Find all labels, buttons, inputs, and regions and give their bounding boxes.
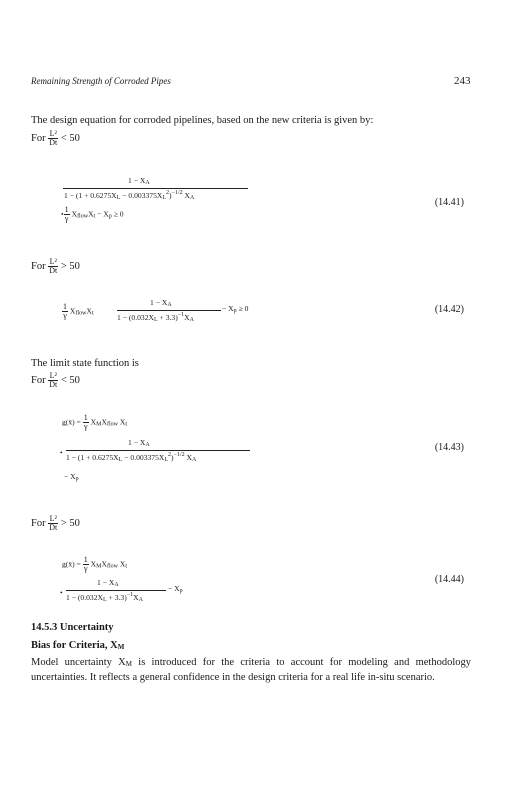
limit-state-text: The limit state function is [31,358,139,369]
eq-14-43-line1: g(x̄) = $\frac{1}{\gamma}$ XMXflow Xt [62,413,128,431]
eq-14-44-denominator: $1 - (0.032XL + 3.3)^{-1}XA$ [66,592,143,603]
eq-14-43-fraction-bar [66,450,250,451]
eq-14-44-suffix: − Xp [168,584,183,594]
eq-14-42-numerator: 1 − XA [150,298,172,308]
eq-14-43-line3: − Xp [64,472,79,482]
eq-14-41-fraction-bar [63,188,248,189]
eq-14-44-numerator: 1 − XA [97,578,119,588]
eq-14-43-denominator: $1 - (1 + 0.6275XL - 0.003375XL^2)^{-1/2}$ XA [66,452,197,463]
condition-lt-50 [31,130,80,147]
condition-gt-50-2: For $\frac{\text{L²}}{Dt}$ > 50 [31,514,80,532]
eq-14-42-prefix: $\frac{1}{\gamma}$ XflowXt [63,302,94,320]
eq-14-43-numerator: 1 − XA [128,438,150,448]
condition-lt-50-2: For $\frac{\text{L²}}{Dt}$ < 50 [31,371,80,389]
eq-14-43-bullet: • [60,448,63,457]
eq-14-41-denominator: $1 - (1 + 0.6275XL - 0.003375XL^2)^{-1/2}$ XA [64,190,195,201]
intro-paragraph: The design equation for corroded pipelines, based on the new criteria is given by: [31,115,374,126]
eq-number-14-44: (14.44) [434,574,464,585]
eq-14-41-line2: • $\frac{1}{\gamma}$ XflowXt − Xp ≥ 0 [61,205,124,223]
eq-14-42-suffix: − Xp ≥ 0 [222,304,249,314]
eq-14-42-fraction-bar [117,310,221,311]
section-paragraph: Model uncertainty XM is introduced for the criteria to account for modeling and methodology uncertainties. It reflects a general confidence in the design criteria for a real life in-situ scenario. [31,657,471,683]
l2-over-dt: $\frac{\text{L²}}{Dt}$ [49,129,58,147]
eq-14-44-fraction-bar [66,590,166,591]
eq-14-42-denominator: $1 - (0.032XL + 3.3)^{-1}XA$ [117,312,194,323]
condition-relation: < 50 [60,132,80,144]
subsection-heading: Bias for Criteria, XM [31,640,125,651]
eq-number-14-43: (14.43) [434,442,464,453]
eq-number-14-41: (14.41) [434,197,464,208]
eq-14-44-bullet: • [60,588,63,597]
condition-gt-50: For $\frac{\text{L²}}{Dt}$ > 50 [31,257,80,275]
eq-number-14-42: (14.42) [434,304,464,315]
eq-14-44-line1: g(x̄) = $\frac{1}{\gamma}$ XMXflow Xt [62,555,128,573]
condition-for: For [31,132,46,144]
running-title: Remaining Strength of Corroded Pipes [31,76,171,86]
section-heading: 14.5.3 Uncertainty [31,622,114,633]
page-number: 243 [454,75,471,87]
eq-14-41-numerator: 1 − XA [128,176,150,186]
